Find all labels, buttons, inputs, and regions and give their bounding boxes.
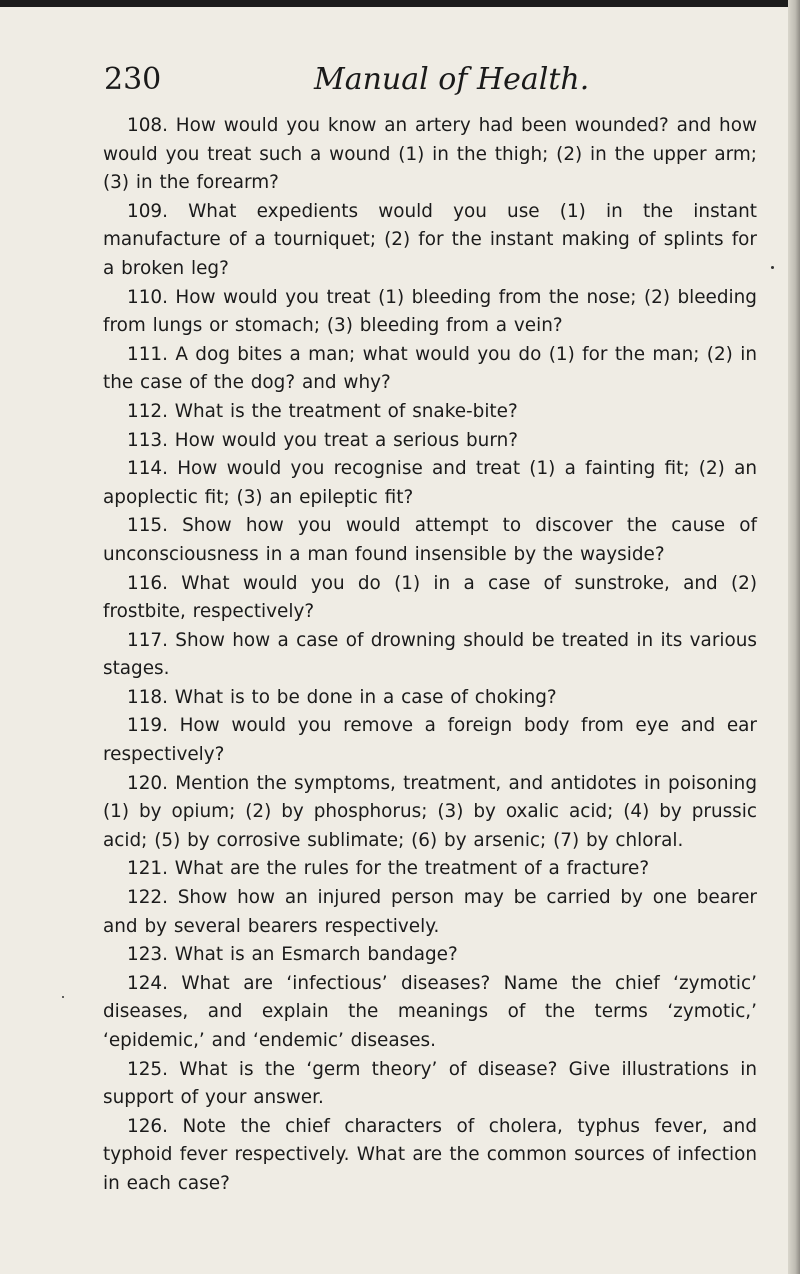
question-114: 114. How would you recognise and treat (1) a fainting fit; (2) an apoplectic fit; (3) an epileptic fit? [103,458,757,508]
question-113: 113. How would you treat a serious burn? [127,429,518,451]
question-125: 125. What is the ‘germ theory’ of disease? Give illustrations in support of your answer. [103,1058,757,1109]
question-119: 119. How would you remove a foreign body from eye and ear respectively? [103,715,757,766]
question-117: 117. Show how a case of drowning should be treated in its various stages. [103,629,757,680]
question-116: 116. What would you do (1) in a case of sunstroke, and (2) frostbite, respectively? [103,572,757,623]
question-121: 121. What are the rules for the treatment of a fracture? [127,858,650,880]
question-126: 126. Note the chief characters of cholera, typhus fever, and typhoid fever respectively. What are the common sources of infection in each case? [103,1115,757,1194]
question-122: 122. Show how an injured person may be carried by one bearer and by several bearers respectively. [103,887,757,937]
ink-speck [771,266,774,269]
page-number: 230 [104,62,162,97]
question-120: 120. Mention the symptoms, treatment, and antidotes in poisoning (1) by opium; (2) by phosphorus; (3) by oxalic acid; (4) by prussic acid; (5) by corrosive sublimate; (6) by arsenic; (7) by chloral. [103,772,757,851]
page-header [104,60,704,100]
question-111: 111. A dog bites a man; what would you do (1) for the man; (2) in the case of the dog? and why? [103,343,757,394]
running-title: Manual of Health. [314,62,590,97]
question-118: 118. What is to be done in a case of choking? [127,686,557,708]
page-right-edge [788,0,800,1274]
question-109: 109. What expedients would you use (1) in the instant manufacture of a tourniquet; (2) for the instant making of splints for a broken leg? [103,200,757,279]
question-list [103,112,757,1199]
page-top-edge [0,0,800,7]
question-124: 124. What are ‘infectious’ diseases? Name the chief ‘zymotic’ diseases, and explain the meanings of the terms ‘zymotic,’ ‘epidemic,’ and ‘endemic’ diseases. [103,972,757,1051]
question-112: 112. What is the treatment of snake-bite? [127,400,518,422]
ink-speck [62,996,64,998]
question-123: 123. What is an Esmarch bandage? [127,944,458,966]
question-115: 115. Show how you would attempt to discover the cause of unconsciousness in a man found insensible by the wayside? [103,515,757,565]
question-110: 110. How would you treat (1) bleeding from the nose; (2) bleeding from lungs or stomach; (3) bleeding from a vein? [103,286,757,337]
question-108: 108. How would you know an artery had been wounded? and how would you treat such a wound (1) in the thigh; (2) in the upper arm; (3) in the forearm? [103,115,757,194]
